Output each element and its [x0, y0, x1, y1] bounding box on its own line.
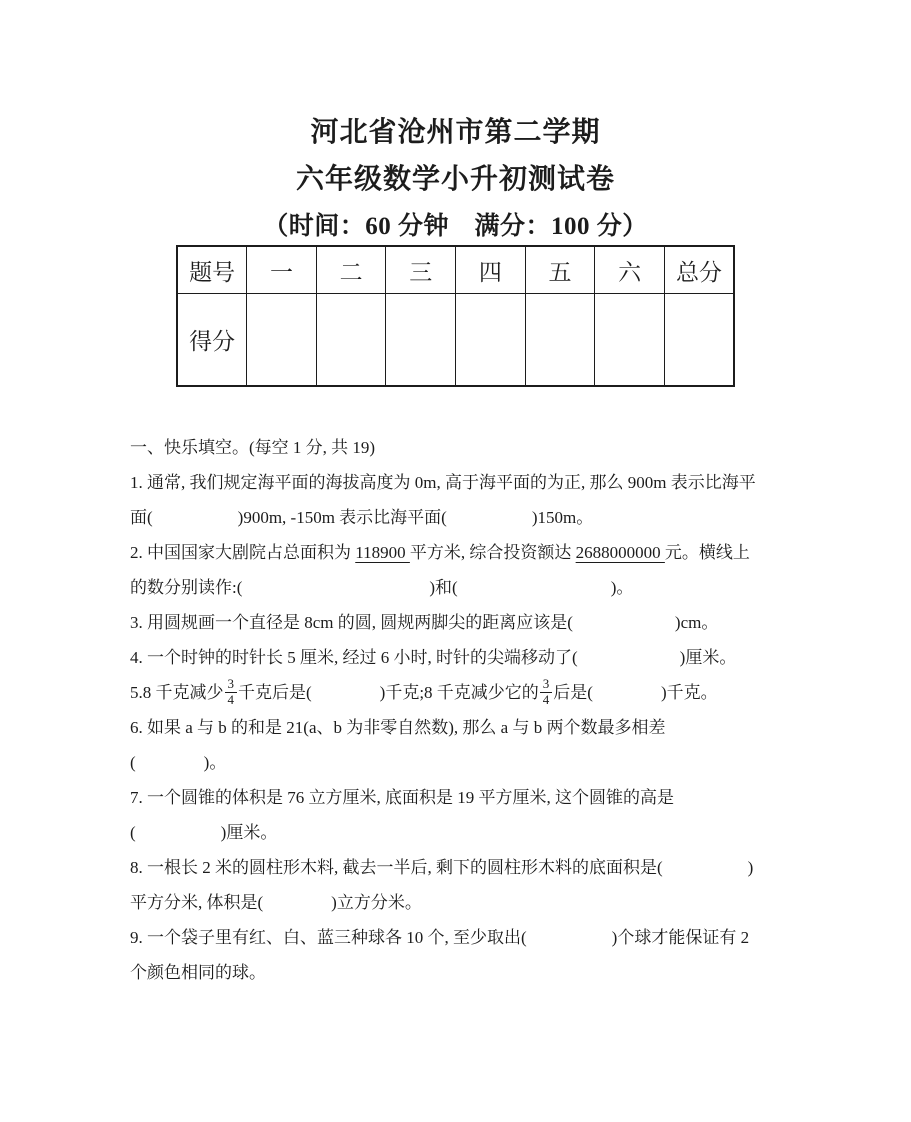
score-table-header-section-3: 三	[386, 246, 456, 294]
question-line	[130, 535, 810, 570]
score-cell-empty	[525, 294, 595, 387]
underlined-number: 2688000000	[575, 543, 665, 562]
score-table-header-question-number: 题号	[177, 246, 247, 294]
underlined-number: 118900	[355, 543, 410, 562]
paper-time-score-info: （时间：60 分钟 满分：100 分）	[263, 213, 648, 240]
question-text: 平方米, 综合投资额达	[409, 543, 576, 562]
question-line	[130, 850, 810, 885]
question-line	[130, 640, 810, 675]
score-cell-empty	[595, 294, 665, 387]
question-line	[130, 815, 810, 850]
question-line	[130, 920, 810, 955]
question-text: 平方分米, 体积是( )立方分米。	[130, 893, 422, 912]
question-text: 5.8 千克减少	[130, 683, 224, 702]
question-text: 1. 通常, 我们规定海平面的海拔高度为 0m, 高于海平面的为正, 那么 900m 表示比海平	[130, 473, 756, 492]
section-heading: 一、快乐填空。(每空 1 分, 共 19)	[130, 438, 376, 457]
question-line	[130, 955, 810, 990]
score-cell-empty	[664, 294, 734, 387]
score-cell-empty	[386, 294, 456, 387]
question-text: ( )厘米。	[130, 823, 278, 842]
question-line	[130, 780, 810, 815]
question-text: 2. 中国国家大剧院占总面积为	[130, 543, 356, 562]
question-text: 千克后是( )千克;8 千克减少它的	[238, 683, 539, 702]
question-line	[130, 745, 810, 780]
question-text: 9. 一个袋子里有红、白、蓝三种球各 10 个, 至少取出( )个球才能保证有 2	[130, 928, 750, 947]
score-table-header-row	[177, 246, 734, 294]
question-text: 7. 一个圆锥的体积是 76 立方厘米, 底面积是 19 平方厘米, 这个圆锥的高是	[130, 788, 674, 807]
score-table	[176, 245, 735, 387]
question-line	[130, 465, 810, 500]
question-line	[130, 710, 810, 745]
questions-container	[130, 430, 810, 990]
question-line	[130, 500, 810, 535]
question-text: 后是( )千克。	[553, 683, 718, 702]
question-line	[130, 570, 810, 605]
question-line	[130, 675, 810, 710]
score-table-header-section-1: 一	[247, 246, 317, 294]
question-text: 面( )900m, -150m 表示比海平面( )150m。	[130, 508, 594, 527]
score-table-score-row	[177, 294, 734, 387]
question-text: 4. 一个时钟的时针长 5 厘米, 经过 6 小时, 时针的尖端移动了( )厘米。	[130, 648, 737, 667]
question-text: 的数分别读作:( )和( )。	[130, 578, 634, 597]
question-text: 3. 用圆规画一个直径是 8cm 的圆, 圆规两脚尖的距离应该是( )cm。	[130, 613, 719, 632]
fraction: $\frac{3}{4}$	[540, 677, 553, 708]
question-text: 8. 一根长 2 米的圆柱形木料, 截去一半后, 剩下的圆柱形木料的底面积是( )	[130, 858, 754, 877]
question-text: 元。横线上	[664, 543, 750, 562]
score-cell-empty	[456, 294, 526, 387]
question-text: ( )。	[130, 753, 227, 772]
score-table-header-total: 总分	[664, 246, 734, 294]
paper-title-region: 河北省沧州市第二学期	[310, 117, 601, 148]
fraction: $\frac{3}{4}$	[225, 677, 238, 708]
score-table-header-section-6: 六	[595, 246, 665, 294]
score-table-header-section-5: 五	[525, 246, 595, 294]
score-cell-empty	[247, 294, 317, 387]
score-row-label: 得分	[177, 294, 247, 387]
question-text: 6. 如果 a 与 b 的和是 21(a、b 为非零自然数), 那么 a 与 b 两个数最多相差	[130, 718, 666, 737]
score-table-header-section-4: 四	[456, 246, 526, 294]
question-line	[130, 885, 810, 920]
score-cell-empty	[316, 294, 386, 387]
score-table-header-section-2: 二	[316, 246, 386, 294]
question-text: 个颜色相同的球。	[130, 963, 266, 982]
question-line	[130, 605, 810, 640]
paper-title-subject: 六年级数学小升初测试卷	[295, 164, 615, 195]
